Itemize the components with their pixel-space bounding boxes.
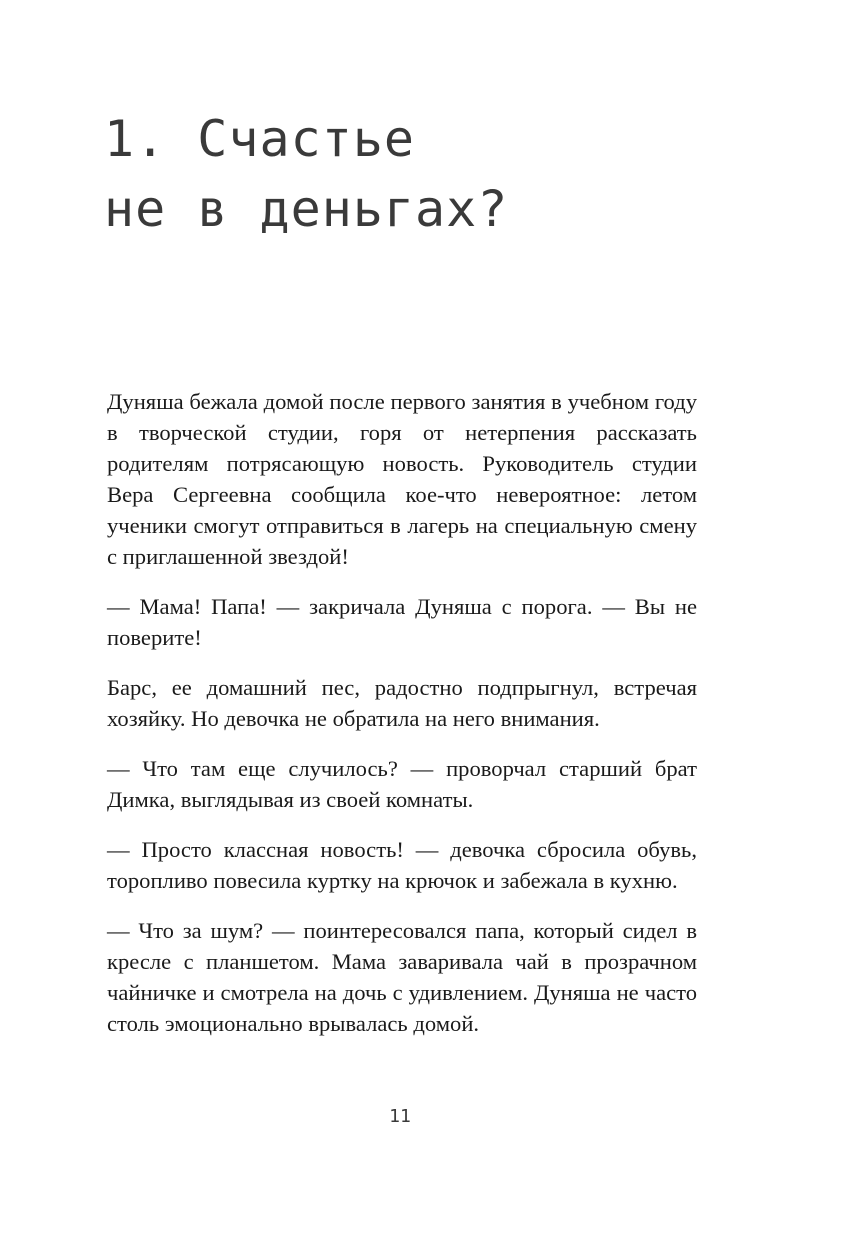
chapter-title-line-2: не в деньгах? xyxy=(104,180,509,238)
paragraph: Дуняша бежала домой после первого занятия в учебном году в творческой студии, горя от нетерпения рассказать родителям потрясающую новость. Руководитель студии Вера Сергеевна сообщила кое-что невероятное: летом ученики смогут отправиться в лагерь на специальную смену с приглашенной звездой! xyxy=(107,389,697,569)
page-number: 11 xyxy=(389,1106,411,1127)
paragraph: Барс, ее домашний пес, радостно подпрыгнул, встречая хозяйку. Но девочка не обратила на него внимания. xyxy=(107,675,697,731)
paragraph: — Что там еще случилось? — проворчал старший брат Димка, выглядывая из своей комнаты. xyxy=(107,756,697,812)
paragraph: — Мама! Папа! — закричала Дуняша с порога. — Вы не поверите! xyxy=(107,594,697,650)
chapter-title-line-1: 1. Счастье xyxy=(104,110,416,168)
paragraph: — Просто классная новость! — девочка сбросила обувь, торопливо повесила куртку на крючок и забежала в кухню. xyxy=(107,837,697,893)
chapter-title xyxy=(104,104,508,244)
paragraph: — Что за шум? — поинтересовался папа, который сидел в кресле с планшетом. Мама заваривала чай в прозрачном чайничке и смотрела на дочь с удивлением. Дуняша не часто столь эмоционально врывалась домой. xyxy=(107,918,697,1036)
body-text xyxy=(107,386,697,1058)
